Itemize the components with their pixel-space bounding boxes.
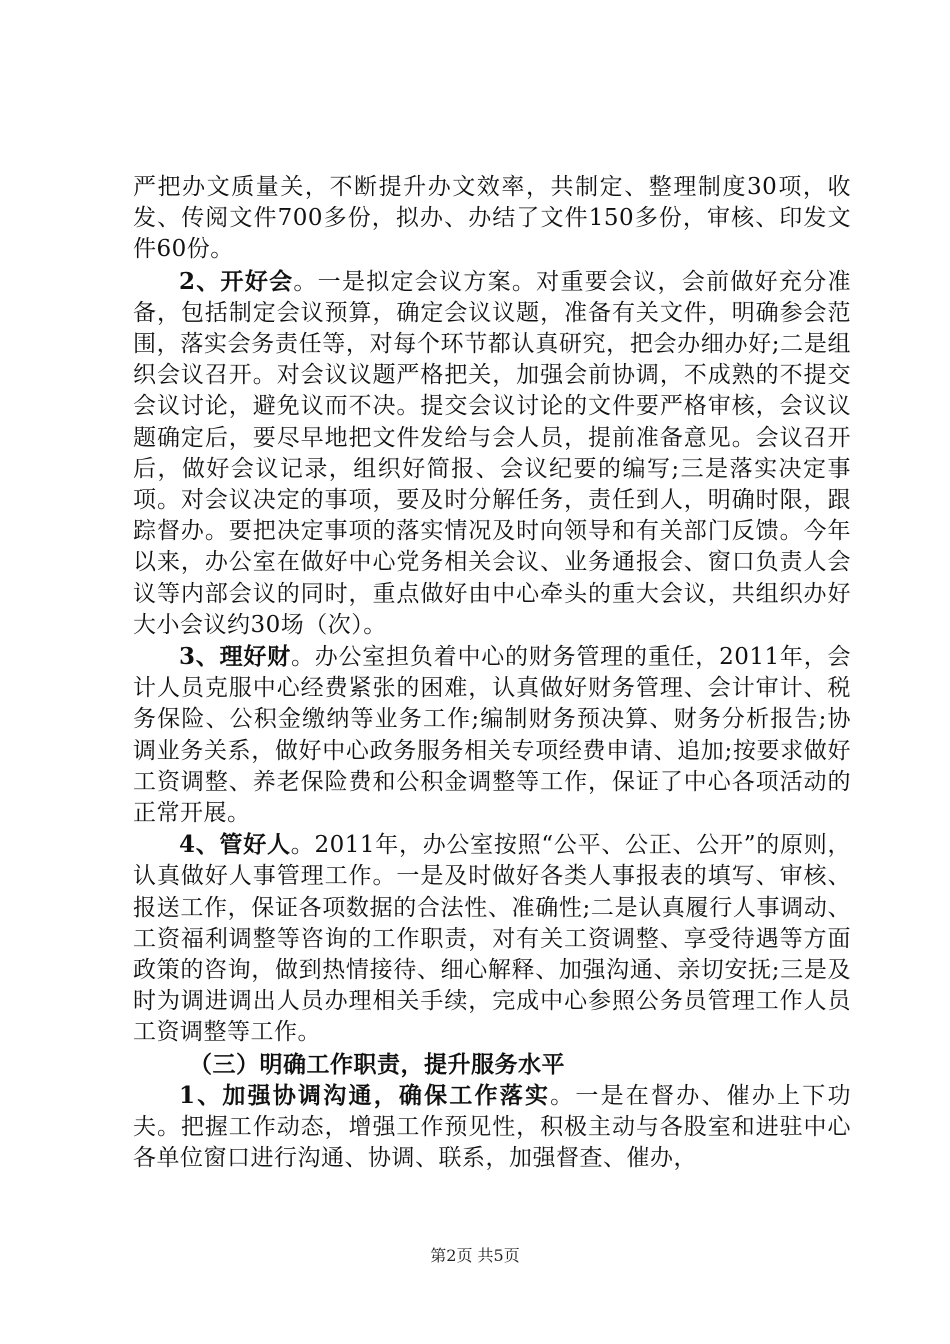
paragraph-2-heading: 2、开好会 [179,267,294,295]
paragraph-3 [133,641,851,829]
paragraph-2 [133,266,851,641]
paragraph-4-body: 。2011年，办公室按照“公平、公正、公开”的原则，认真做好人事管理工作。一是及时做好各类人事报表的填写、审核、报送工作，保证各项数据的合法性、准确性;二是认真履行人事调动、工资福利调整等咨询的工作职责，对有关工资调整、享受待遇等方面政策的咨询，做到热情接待、细心解释、加强沟通、亲切安抚;三是及时为调进调出人员办理相关手续，完成中心参照公务员管理工作人员工资调整等工作。 [133,832,851,1046]
paragraph-5 [133,1080,851,1175]
document-body [133,172,851,1175]
paragraph-2-body: 。一是拟定会议方案。对重要会议，会前做好充分准备，包括制定会议预算，确定会议议题，准备有关文件，明确参会范围，落实会务责任等，对每个环节都认真研究，把会办细办好;二是组织会议召开。对会议议题严格把关，加强会前协调，不成熟的不提交会议讨论，避免议而不决。提交会议讨论的文件要严格审核，会议议题确定后，要尽早地把文件发给与会人员，提前准备意见。会议召开后，做好会议记录，组织好简报、会议纪要的编写;三是落实决定事项。对会议决定的事项，要及时分解任务，责任到人，明确时限，跟踪督办。要把决定事项的落实情况及时向领导和有关部门反馈。今年以来，办公室在做好中心党务相关会议、业务通报会、窗口负责人会议等内部会议的同时，重点做好由中心牵头的重大会议，共组织办好大小会议约30场（次）。 [133,268,851,638]
paragraph-4-heading: 4、管好人 [179,831,291,859]
section-heading: （三）明确工作职责，提升服务水平 [189,1050,565,1078]
paragraph-5-body: 。一是在督办、催办上下功夫。把握工作动态，增强工作预见性，积极主动与各股室和进驻中心各单位窗口进行沟通、协调、联系，加强督查、催办， [133,1082,851,1172]
paragraph-3-heading: 3、理好财 [179,643,291,671]
paragraph-3-body: 。办公室担负着中心的财务管理的重任，2011年，会计人员克服中心经费紧张的困难，认真做好财务管理、会计审计、税务保险、公积金缴纳等业务工作;编制财务预决算、财务分析报告;协调业务关系，做好中心政务服务相关专项经费申请、追加;按要求做好工资调整、养老保险费和公积金调整等工作，保证了中心各项活动的正常开展。 [133,644,851,827]
paragraph-5-heading: 1、加强协调沟通，确保工作落实 [179,1081,551,1109]
paragraph-4 [133,829,851,1048]
paragraph-1: 严把办文质量关，不断提升办文效率，共制定、整理制度30项，收发、传阅文件700多份，拟办、办结了文件150多份，审核、印发文件60份。 [133,174,851,263]
page-number-footer: 第2页 共5页 [430,1246,520,1265]
